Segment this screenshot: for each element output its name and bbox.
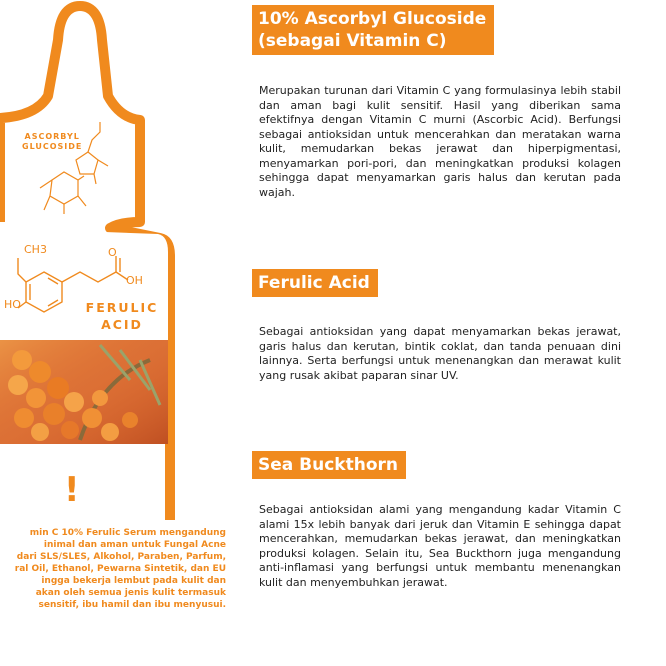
dropper-bottle-illustration	[0, 0, 240, 520]
section-description-ascorbyl-glucoside: Merupakan turunan dari Vitamin C yang formulasinya lebih stabil dan aman bagi kulit sensitif. Hasil yang diberikan sama efektifnya dengan Vitamin C murni (Ascorbic Acid). Berfungsi sebagai antioksidan untuk mencerahkan dan meratakan warna kulit, memudarkan bekas jerawat dan hiperpigmentasi, menyamarkan pori-pori, dan meningkatkan produksi kolagen sehingga dapat menyamarkan garis halus dan kerutan pada wajah.	[259, 84, 621, 199]
section-title-line1: Sea Buckthorn	[258, 455, 399, 475]
section-title-sea-buckthorn	[252, 451, 406, 479]
section-title-ascorbyl-glucoside	[252, 5, 494, 55]
ascorbyl-glucoside-label	[22, 132, 82, 152]
ferulic-label-line2: ACID	[101, 317, 143, 332]
section-description-sea-buckthorn: Sebagai antioksidan alami yang mengandung kadar Vitamin C alami 15x lebih banyak dari jeruk dan Vitamin E sehingga dapat mencerahkan, memudarkan bekas jerawat, dan meningkatkan produksi kolagen. Selain itu, Sea Buckthorn juga mengandung anti-inflamasi yang berfungsi untuk membantu menenangkan kulit dan menyembuhkan jerawat.	[259, 503, 621, 589]
formula-ch3: CH3	[24, 243, 47, 256]
ferulic-label-line1: FERULIC	[85, 300, 159, 315]
disclaimer-text	[0, 527, 226, 611]
molecule-label-line2: GLUCOSIDE	[22, 142, 83, 151]
section-title-ferulic-acid	[252, 269, 378, 297]
disclaimer-line: ingga bekerja lembut pada kulit dan	[41, 576, 226, 586]
ferulic-acid-label	[82, 299, 162, 333]
warning-icon: !	[64, 470, 80, 510]
section-title-line1: Ferulic Acid	[258, 273, 370, 293]
section-description-ferulic-acid: Sebagai antioksidan yang dapat menyamarkan bekas jerawat, garis halus dan kerutan, bintik coklat, dan tanda penuaan dini lainnya. Serta berfungsi untuk menenangkan dan merawat kulit yang rusak akibat paparan sinar UV.	[259, 325, 621, 382]
disclaimer-line: sensitif, ibu hamil dan ibu menyusui.	[38, 600, 226, 610]
formula-ho: HO	[4, 298, 21, 311]
formula-o: O	[108, 246, 117, 259]
disclaimer-line: ral Oil, Ethanol, Pewarna Sintetik, dan EU	[14, 564, 226, 574]
disclaimer-line: akan oleh semua jenis kulit termasuk	[35, 588, 226, 598]
disclaimer-line: dari SLS/SLES, Alkohol, Paraben, Parfum,	[16, 552, 226, 562]
molecule-label-line1: ASCORBYL	[24, 132, 80, 141]
section-title-line1: 10% Ascorbyl Glucoside	[258, 9, 487, 29]
disclaimer-line: min C 10% Ferulic Serum mengandung	[29, 528, 226, 538]
formula-oh: OH	[126, 274, 143, 287]
disclaimer-line: inimal dan aman untuk Fungal Acne	[43, 540, 226, 550]
section-title-line2: (sebagai Vitamin C)	[258, 31, 447, 51]
sea-buckthorn-photo	[0, 340, 168, 444]
